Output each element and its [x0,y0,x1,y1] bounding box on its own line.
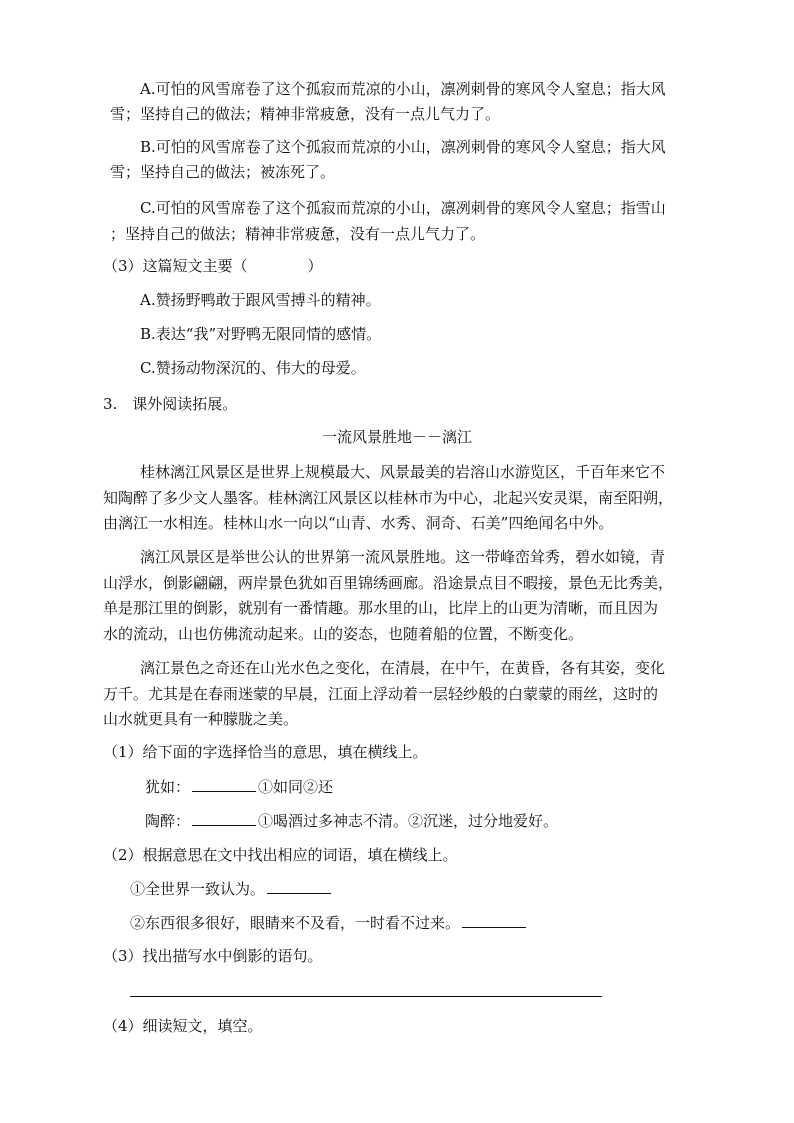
sub-q3-stem: （3）找出描写水中倒影的语句。 [103,947,323,965]
passage-p1-line1: 桂林漓江风景区是世界上规模最大、风景最美的岩溶山水游览区，千百年来它不 [140,463,666,481]
passage-p3-line2: 万千。尤其是在春雨迷蒙的早晨，江面上浮动着一层轻纱般的白蒙蒙的雨丝，这时的 [103,685,659,703]
sub-q1-item2-blank[interactable] [192,811,256,826]
q3-option-c: C.赞扬动物深沉的、伟大的母爱。 [140,359,366,377]
q3-option-b: B.表达“我”对野鸭无限同情的感情。 [140,325,382,343]
sub-q4-stem: （4）细读短文，填空。 [103,1017,263,1035]
sub-q1-item2-options: ①喝酒过多神志不清。②沉迷，过分地爱好。 [258,812,559,830]
q2-option-b-line2: 雪；坚持自己的做法；被冻死了。 [110,163,336,181]
sub-q2-item1-text: ①全世界一致认为。 [130,880,266,898]
sub-q1-item1-label: 犹如： [145,778,191,796]
passage-p1-line3: 由漓江一水相连。桂林山水一向以“山青、水秀、洞奇、石美”四绝闻名中外。 [103,514,614,532]
q2-option-a-line1: A.可怕的风雪席卷了这个孤寂而荒凉的小山，凛冽刺骨的寒风令人窒息；指大风 [140,80,666,98]
passage-p3-line1: 漓江景色之奇还在山光水色之变化，在清晨，在中午，在黄昏，各有其姿，变化 [140,659,666,677]
sub-q2-item2 [130,913,528,933]
q3-option-a: A.赞扬野鸭敢于跟风雪搏斗的精神。 [140,291,381,309]
sub-q1-item1 [145,777,333,797]
sub-q3-answer-line[interactable] [130,996,602,997]
sub-q1-item1-options: ①如同②还 [258,778,334,796]
passage-p1-line2: 知陶醉了多少文人墨客。桂林漓江风景区以桂林市为中心，北起兴安灵渠，南至阳朔， [103,489,674,507]
sub-q1-item1-blank[interactable] [192,777,256,792]
section3-heading: 3. 课外阅读拓展。 [103,395,238,413]
passage-p2-line2: 山浮水，倒影翩翩，两岸景色犹如百里锦绣画廊。沿途景点目不暇接，景色无比秀美， [103,574,674,592]
sub-q2-item1 [130,879,333,899]
sub-q2-item2-blank[interactable] [462,913,526,928]
passage-p2-line1: 漓江风景区是举世公认的世界第一流风景胜地。这一带峰峦耸秀，碧水如镜，青 [140,548,666,566]
sub-q2-item1-blank[interactable] [267,879,331,894]
q2-option-c-line2: ；坚持自己的做法；精神非常疲惫，没有一点儿气力了。 [110,225,486,243]
sub-q1-item2 [145,811,558,831]
sub-q1-stem: （1）给下面的字选择恰当的意思，填在横线上。 [103,743,428,761]
q3-stem: （3）这篇短文主要（ ） [103,257,323,275]
passage-title: 一流风景胜地－－漓江 [321,428,472,446]
q2-option-a-line2: 雪；坚持自己的做法；精神非常疲惫，没有一点儿气力了。 [110,105,501,123]
sub-q2-item2-text: ②东西很多很好，眼睛来不及看，一时看不过来。 [130,914,461,932]
q2-option-c-line1: C.可怕的风雪席卷了这个孤寂而荒凉的小山，凛冽刺骨的寒风令人窒息；指雪山 [140,199,666,217]
sub-q1-item2-label: 陶醉： [145,812,191,830]
q2-option-b-line1: B.可怕的风雪席卷了这个孤寂而荒凉的小山，凛冽刺骨的寒风令人窒息；指大风 [140,138,666,156]
sub-q2-stem: （2）根据意思在文中找出相应的词语，填在横线上。 [103,846,458,864]
passage-p2-line4: 水的流动，山也仿佛流动起来。山的姿态，也随着船的位置，不断变化。 [103,625,584,643]
passage-p3-line3: 山水就更具有一种朦胧之美。 [103,710,299,728]
passage-p2-line3: 单是那江里的倒影，就别有一番情趣。那水里的山，比岸上的山更为清晰，而且因为 [103,599,659,617]
